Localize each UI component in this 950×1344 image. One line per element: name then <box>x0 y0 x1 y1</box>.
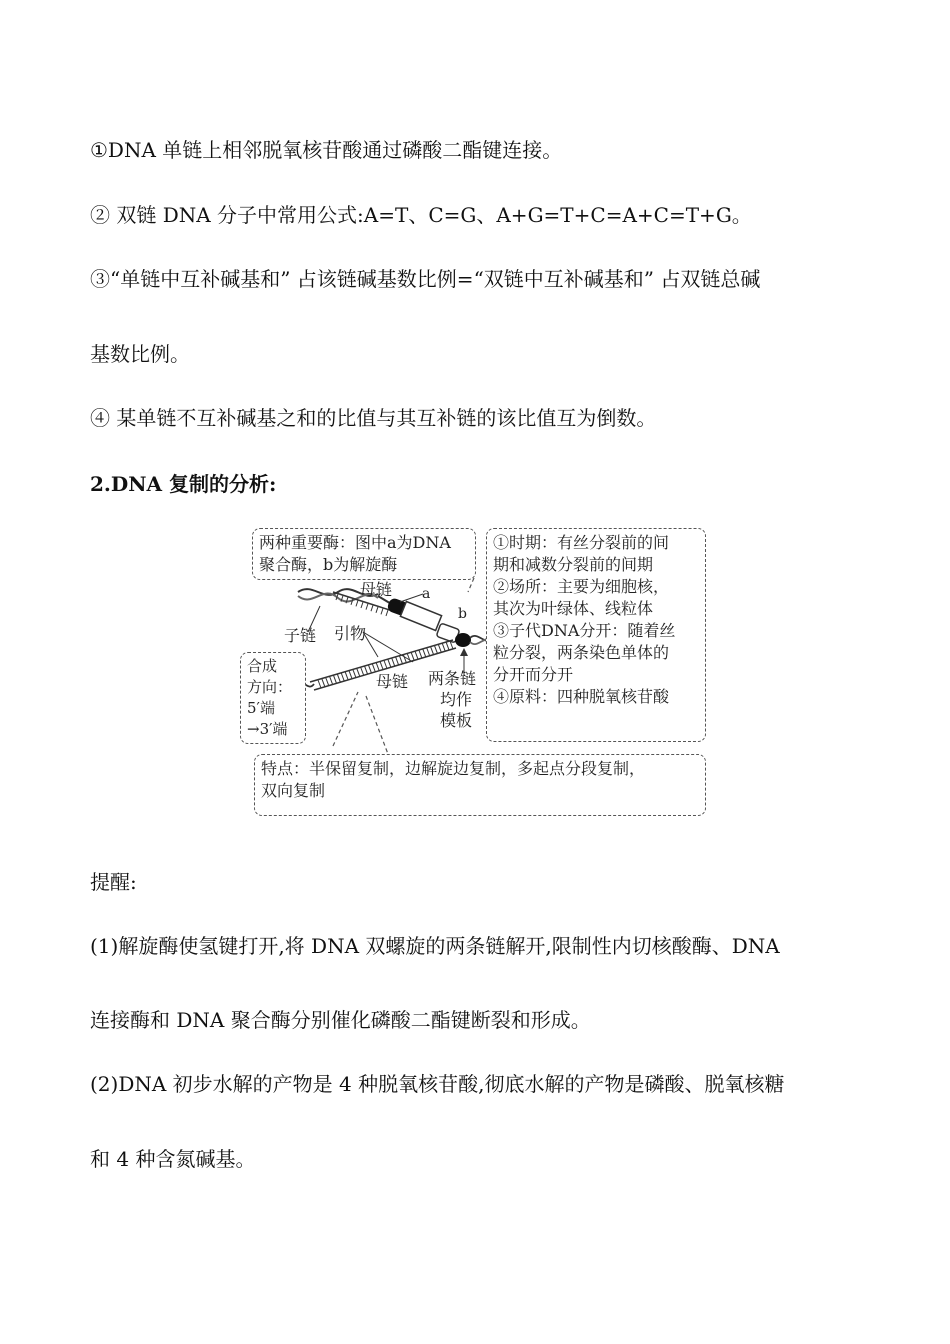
template-line-1: 两条链 <box>428 669 477 688</box>
lower-ladder-rung <box>423 649 426 657</box>
upper-ladder-rung <box>361 602 363 608</box>
label-primer: 引物 <box>334 624 367 643</box>
lower-ladder-rung <box>419 650 422 658</box>
label-parent-strand-top: 母链 <box>360 580 393 599</box>
place-line-1: ②场所：主要为细胞核， <box>493 577 670 596</box>
paragraph-1: ①DNA 单链上相邻脱氧核苷酸通过磷酸二酯键连接。 <box>90 138 563 162</box>
label-both-templates <box>428 668 476 731</box>
upper-ladder-rung <box>376 607 378 613</box>
upper-ladder-rung <box>356 600 358 606</box>
lower-ladder-rung <box>376 663 379 671</box>
enzymes-note-box <box>252 528 476 580</box>
upper-ladder-rung <box>386 610 388 616</box>
lower-ladder-rung <box>365 666 368 674</box>
label-enzyme-b: b <box>458 606 467 622</box>
lower-ladder-rung <box>384 661 387 669</box>
period-line-1: ①时期：有丝分裂前的间 <box>493 533 670 552</box>
lower-ladder-rung <box>357 669 360 677</box>
lower-ladder-rung <box>353 670 356 678</box>
lower-ladder-rung <box>368 665 371 673</box>
lower-ladder-rung <box>345 672 348 680</box>
lower-ladder-rung <box>427 648 430 656</box>
helicase-b <box>455 633 471 647</box>
label-daughter-strand: 子链 <box>284 626 317 645</box>
upper-ladder-segment <box>400 601 441 630</box>
paragraph-3-line-1: ③“单链中互补碱基和” 占该链碱基数比例=“双链中互补碱基和” 占双链总碱 <box>90 267 761 291</box>
label-parent-strand-bottom: 母链 <box>376 672 409 691</box>
features-line-2: 双向复制 <box>261 781 326 800</box>
enzymes-note-line-2: 聚合酶，b为解旋酶 <box>259 555 398 574</box>
replication-facts-box <box>486 528 706 742</box>
lower-ladder-rung <box>438 644 441 652</box>
paragraph-3-line-2: 基数比例。 <box>90 342 190 366</box>
lower-ladder-rung <box>341 673 344 681</box>
lower-ladder-rung <box>361 667 364 675</box>
lower-ladder-rung <box>388 659 391 667</box>
dna-replication-figure <box>238 522 708 822</box>
lower-ladder-rung <box>318 680 321 688</box>
reminder-title: 提醒: <box>90 870 137 894</box>
separation-line-1: ③子代DNA分开：随着丝 <box>493 621 676 640</box>
period-line-2: 期和减数分裂前的间期 <box>493 555 654 574</box>
synthesis-direction-box <box>240 652 306 744</box>
lower-ladder-rung <box>400 656 403 664</box>
lower-ladder-rung <box>334 675 337 683</box>
section-heading: 2.DNA 复制的分析: <box>90 472 277 496</box>
lower-ladder-rung <box>407 654 410 662</box>
paragraph-4: ④ 某单链不互补碱基之和的比值与其互补链的该比值互为倒数。 <box>90 406 657 430</box>
upper-ladder-rung <box>381 608 383 614</box>
lower-ladder-rung <box>415 651 418 659</box>
enzymes-note-line-1: 两种重要酶：图中a为DNA <box>259 533 451 552</box>
lower-ladder-rung <box>396 657 399 665</box>
separation-line-2: 粒分裂，两条染色单体的 <box>493 643 670 662</box>
direction-line-4: →3′端 <box>247 720 288 738</box>
reminder-1-line-1: (1)解旋酶使氢键打开,将 DNA 双螺旋的两条链解开,限制性内切核酸酶、DNA <box>90 934 780 958</box>
lower-ladder-rung <box>349 671 352 679</box>
lower-ladder-rung <box>392 658 395 666</box>
direction-line-2: 方向： <box>247 678 293 696</box>
direction-line-3: 5′端 <box>247 699 275 717</box>
lower-ladder-rung <box>403 655 406 663</box>
lower-ladder-rung <box>434 646 437 654</box>
place-line-2: 其次为叶绿体、线粒体 <box>493 599 654 618</box>
upper-ladder-rung <box>366 604 368 610</box>
material-line-1: ④原料：四种脱氧核苷酸 <box>493 687 670 706</box>
reminder-2-line-2: 和 4 种含氮碱基。 <box>90 1147 256 1171</box>
direction-line-1: 合成 <box>247 657 278 675</box>
paragraph-2: ② 双链 DNA 分子中常用公式:A=T、C=G、A+G=T+C=A+C=T+G。 <box>90 203 752 227</box>
lower-ladder-rung <box>431 647 434 655</box>
lower-ladder-rung <box>446 642 449 650</box>
features-box <box>254 754 706 816</box>
reminder-1-line-2: 连接酶和 DNA 聚合酶分别催化磷酸二酯键断裂和形成。 <box>90 1008 591 1032</box>
template-line-3: 模板 <box>440 711 473 730</box>
lower-ladder-rung <box>326 678 329 686</box>
separation-line-3: 分开而分开 <box>493 665 574 684</box>
lower-ladder-rung <box>411 652 414 660</box>
lower-ladder-rung <box>322 679 325 687</box>
lower-ladder-rung <box>442 643 445 651</box>
features-line-1: 特点：半保留复制，边解旋边复制，多起点分段复制， <box>261 759 646 778</box>
lower-ladder-rung <box>380 662 383 670</box>
label-enzyme-a: a <box>422 586 431 602</box>
reminder-2-line-1: (2)DNA 初步水解的产物是 4 种脱氧核苷酸,彻底水解的产物是磷酸、脱氧核糖 <box>90 1072 785 1096</box>
template-line-2: 均作 <box>440 690 473 709</box>
lower-ladder-rung <box>330 677 333 685</box>
lower-ladder-rung <box>337 674 340 682</box>
upper-ladder-rung <box>371 605 373 611</box>
lower-ladder-rung <box>372 664 375 672</box>
